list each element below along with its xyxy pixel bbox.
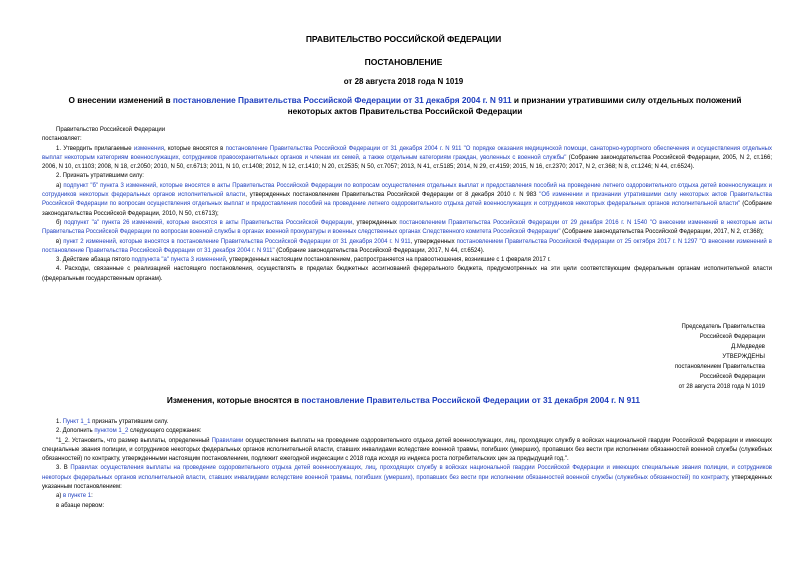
signer-name: Д.Медведев <box>731 344 765 350</box>
p2c-text-c: (Собрание законодательства Российской Федерации, 2017, N 44, ст.6524). <box>274 247 485 254</box>
p2a-link-1[interactable]: подпункт "б" пункта 3 изменений, которые вносятся в акты Правительства Российской Федерации по вопросам осуществления отдельных выплат и предоставления пособий на проведение летнего оздоровительного отдыха детей военнослужащих и сотрудников некоторых федеральных органов исполнительной власти <box>42 182 772 199</box>
government-heading: ПРАВИТЕЛЬСТВО РОССИЙСКОЙ ФЕДЕРАЦИИ <box>305 34 502 44</box>
s2q-text-a: "1_2. Установить, что размер выплаты, определенный <box>56 437 212 444</box>
signer-country: Российской Федерации <box>699 334 765 340</box>
paragraph-1 <box>42 145 772 173</box>
paragraph-2c <box>42 238 772 257</box>
p2a-text-b: , утвержденных постановлением Правительства Российской Федерации от 8 декабря 2010 г. N 983 <box>245 192 540 199</box>
p2a-link-2[interactable]: "Об изменении и признании утратившими силу некоторых актов Правительства Российской Федерации по вопросам осуществления отдельных выплат и предоставления пособий на проведение летнего оздоровительного отдыха детей военнослужащих и сотрудников некоторых федеральных органов исполнительной власти" <box>42 192 772 208</box>
approved-country: Российской Федерации <box>699 374 765 380</box>
section-title-prefix: Изменения, которые вносятся в <box>166 395 302 405</box>
p1-text-c: (Собрание законодательства Российской Федерации, 2005, N 2, ст.166; 2006, N 10, ст.1103; 2008, N 18, ст.2050; 2010, N 50, ст.6713; 2011, N 10, ст.1408; 2012, N 12, ст.1410; N 20, ст.2535; N 50, ст.7057; 2013, N 41, ст.5185; 2014, N 29, ст.4159; 2015, N 16, ст.2370; 2017, N 2, ст.368; N 8, ст.1246; N 44, ст.6524). <box>42 154 773 171</box>
p3-text-b: , утвержденных настоящим постановлением, распространяется на правоотношения, возникшие с 1 февраля 2017 г. <box>225 257 551 264</box>
signer-title: Председатель Правительства <box>681 324 765 330</box>
p2b-text-a: б) <box>56 219 65 226</box>
preamble: Правительство Российской Федерации <box>56 127 166 133</box>
p2c-link-1[interactable]: пункт 2 изменений, которые вносятся в постановление Правительства Российской Федерации от 31 декабря 2004 г. N 911 <box>63 238 411 245</box>
changes-body <box>42 418 772 511</box>
signature-block <box>465 322 765 392</box>
s3a-text-a: а) <box>56 493 64 500</box>
p2b-text-b: , утвержденных <box>352 219 400 226</box>
p1-text-b: , которые вносятся в <box>163 145 226 152</box>
change-2 <box>42 427 772 436</box>
approved-date: от 28 августа 2018 года N 1019 <box>678 384 765 390</box>
change-1 <box>42 418 772 427</box>
s2-link[interactable]: пунктом 1_2 <box>94 428 129 435</box>
s1-text-b: признать утратившим силу. <box>90 419 169 425</box>
p2b-text-c: (Собрание законодательства Российской Федерации, 2017, N 2, ст.368); <box>560 229 764 236</box>
s3-text-a: 3. В <box>56 465 71 472</box>
title-suffix: и признании утратившими силу отдельных положений некоторых актов Правительства Российской Федерации <box>287 95 742 116</box>
title-link[interactable]: постановление Правительства Российской Федерации от 31 декабря 2004 г. N 911 <box>172 95 512 105</box>
p1-link-changes[interactable]: изменения <box>133 145 164 152</box>
preamble-verb: постановляет: <box>42 136 82 143</box>
approved-label: УТВЕРЖДЕНЫ <box>722 354 765 360</box>
p2b-link-2[interactable]: постановлением Правительства Российской Федерации от 29 декабря 2016 г. N 1540 "О внесении изменений в некоторые акты Правительства Российской Федерации по вопросам военной службы в органах военной прокуратуры и военных следственных органах Следственного комитета Российской Федерации" <box>42 219 772 236</box>
s3a-link[interactable]: в пункте 1 <box>63 493 92 500</box>
change-3a-1: в абзаце первом: <box>56 502 105 509</box>
document-type: ПОСТАНОВЛЕНИЕ <box>364 57 443 67</box>
p2c-text-b: , утвержденных <box>410 238 457 245</box>
p2b-link-1[interactable]: подпункт "а" пункта 26 изменений, которые вносятся в акты Правительства Российской Федерации <box>64 219 353 226</box>
p1-text-a: 1. Утвердить прилагаемые <box>56 145 134 152</box>
changes-section-title <box>0 395 807 405</box>
s3a-text-b: : <box>91 493 93 500</box>
document-title <box>60 95 750 117</box>
document-date-number: от 28 августа 2018 года N 1019 <box>343 77 464 86</box>
p3-text-a: 3. Действие абзаца пятого <box>56 257 132 264</box>
paragraph-3 <box>42 256 772 265</box>
s1-text-a: 1. <box>56 419 63 425</box>
paragraph-2: 2. Признать утратившими силу: <box>56 173 144 180</box>
s1-link[interactable]: Пункт 1_1 <box>62 419 91 425</box>
approved-by: постановлением Правительства <box>674 364 765 370</box>
paragraph-2b <box>42 219 772 238</box>
title-prefix: О внесении изменений в <box>68 95 173 105</box>
s3-text-b: , утвержденных указанным постановлением: <box>42 474 772 491</box>
s2-text-a: 2. Дополнить <box>56 428 95 435</box>
p2a-text-c: (Собрание законодательства Российской Федерации, 2010, N 50, ст.6713); <box>42 201 772 217</box>
paragraph-4: 4. Расходы, связанные с реализацией настоящего постановления, осуществлять в пределах бюджетных ассигнований федерального бюджета, предусмотренных на эти цели соответствующим федеральным органам исполнительной власти (федеральным государственным органам). <box>42 266 772 282</box>
change-3 <box>42 464 772 492</box>
p2a-text-a: а) <box>56 182 64 189</box>
paragraph-2a <box>42 182 772 219</box>
s2-text-b: следующего содержания: <box>128 428 202 435</box>
p1-link-resolution[interactable]: постановление Правительства Российской Федерации от 31 декабря 2004 г. N 911 "О порядке оказания медицинской помощи, санаторно-курортного обеспечения и осуществления отдельных выплат некоторым категориям военнослужащих, сотрудников правоохранительных органов и членам их семей, а также отдельным категориям граждан, уволенных с военной службы" <box>42 145 772 161</box>
s2q-text-b: осуществления выплаты на проведение оздоровительного отдыха детей военнослужащих, лиц, проходящих службу в войсках национальной гвардии Российской Федерации и имеющих специальные звания полиции, и сотрудников некоторых федеральных органов исполнительной власти, ставших инвалидами вследствие военной травмы, погибших (умерших), пропавших без вести при исполнении обязанностей военной службы (служебных обязанностей) по контракту, утвержденными настоящим постановлением, подлежит ежегодной индексации с 2018 года исходя из индекса роста потребительских цен за предыдущий год.". <box>42 437 772 463</box>
change-3a <box>42 492 772 501</box>
resolution-body <box>42 126 772 284</box>
p2c-link-2[interactable]: постановлением Правительства Российской Федерации от 25 октября 2017 г. N 1297 "О внесении изменений в постановление Правительства Российской Федерации от 31 декабря 2004 г. N 911" <box>42 238 772 254</box>
section-title-link[interactable]: постановление Правительства Российской Федерации от 31 декабря 2004 г. N 911 <box>301 395 641 405</box>
p3-link[interactable]: подпункта "а" пункта 3 изменений <box>131 257 226 264</box>
change-2-quote <box>42 437 772 465</box>
p2c-text-a: в) <box>56 238 64 245</box>
s3-link[interactable]: Правилах осуществления выплаты на проведение оздоровительного отдыха детей военнослужащих, лиц, проходящих службу в войсках национальной гвардии Российской Федерации и имеющих специальные звания полиции, и сотрудников некоторых федеральных органов исполнительной власти, ставших инвалидами вследствие военной травмы, погибших (умерших), пропавших без вести при исполнении обязанностей военной службы (служебных обязанностей) по контракту <box>42 465 772 481</box>
s2q-link[interactable]: Правилами <box>211 437 244 444</box>
